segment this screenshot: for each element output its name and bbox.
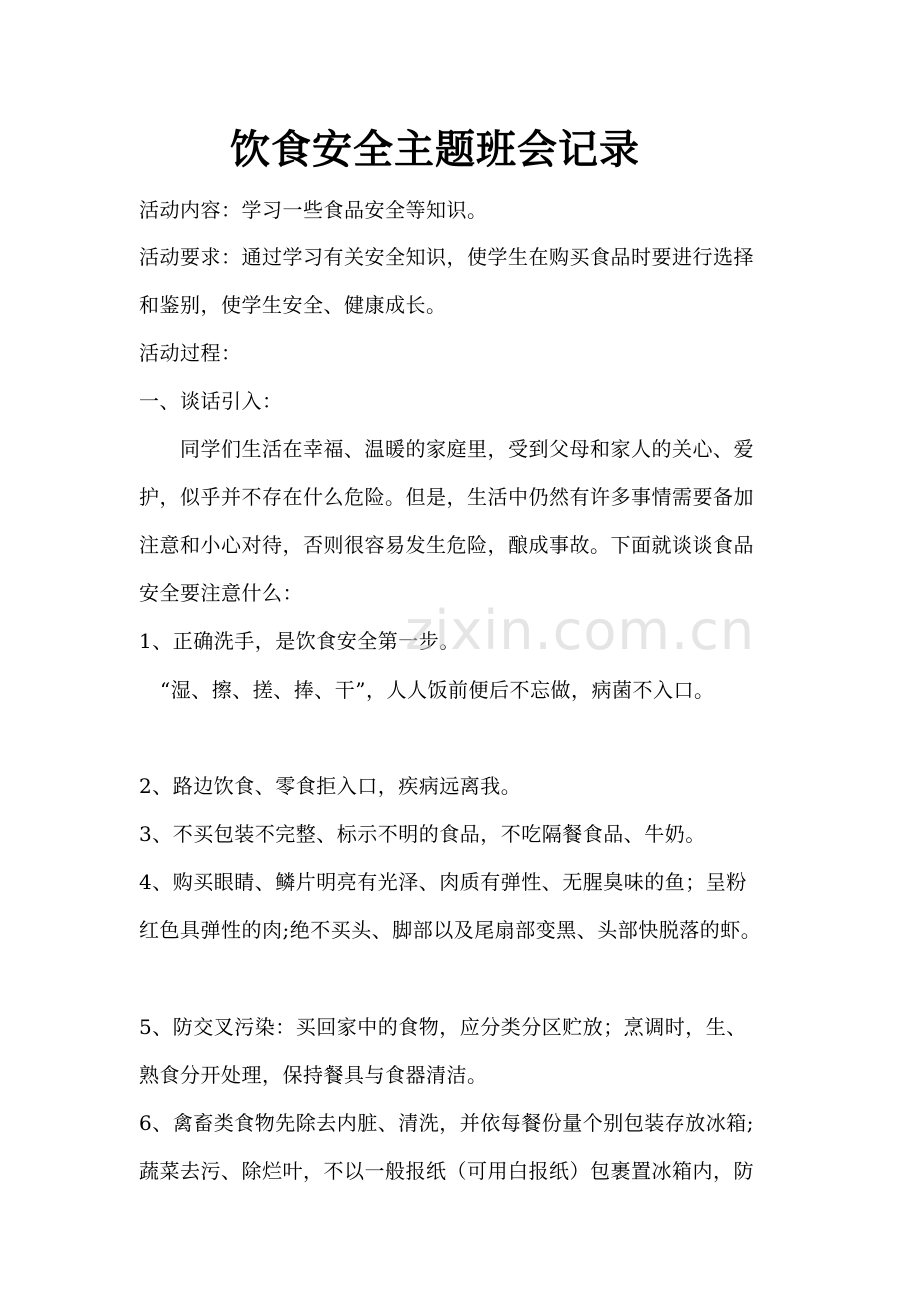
item-4-line-1: 4、购买眼睛、鳞片明亮有光泽、肉质有弹性、无腥臭味的鱼；呈粉 [139,870,747,894]
item-5-line-2: 熟食分开处理，保持餐具与食器清洁。 [139,1063,488,1087]
activity-requirement-line-1: 活动要求：通过学习有关安全知识，使学生在购买食品时要进行选择 [139,245,754,269]
intro-paragraph-line-2: 护，似乎并不存在什么危险。但是，生活中仍然有许多事情需要备加 [139,485,754,509]
intro-paragraph-line-3: 注意和小心对待，否则很容易发生危险，酿成事故。下面就谈谈食品 [139,533,754,557]
item-3-line: 3、不买包装不完整、标示不明的食品，不吃隔餐食品、牛奶。 [139,822,706,846]
intro-paragraph-line-4: 安全要注意什么： [139,581,303,605]
watermark-text: zixin.com.cn [405,599,756,662]
intro-paragraph-line-1: 同学们生活在幸福、温暖的家庭里，受到父母和家人的关心、爱 [180,437,754,461]
handwash-quote-line: “湿、擦、搓、捧、干”，人人饭前便后不忘做，病菌不入口。 [160,678,715,702]
item-2-line: 2、路边饮食、零食拒入口，疾病远离我。 [139,774,522,798]
activity-process-heading: 活动过程： [139,341,242,365]
document-title: 饮食安全主题班会记录 [230,127,640,173]
item-5-line-1: 5、防交叉污染：买回家中的食物，应分类分区贮放；烹调时，生、 [139,1015,747,1039]
activity-content-line: 活动内容：学习一些食品安全等知识。 [139,198,488,222]
item-6-line-1: 6、禽畜类食物先除去内脏、清洗，并依每餐份量个别包装存放冰箱; [139,1111,754,1135]
activity-requirement-line-2: 和鉴别，使学生安全、健康成长。 [139,293,447,317]
item-1-line: 1、正确洗手，是饮食安全第一步。 [139,629,460,653]
item-6-line-2: 蔬菜去污、除烂叶，不以一般报纸（可用白报纸）包裹置冰箱内，防 [139,1159,754,1183]
section-one-heading: 一、谈话引入： [139,389,283,413]
item-4-line-2: 红色具弹性的肉;绝不买头、脚部以及尾扇部变黑、头部快脱落的虾。 [139,918,762,942]
